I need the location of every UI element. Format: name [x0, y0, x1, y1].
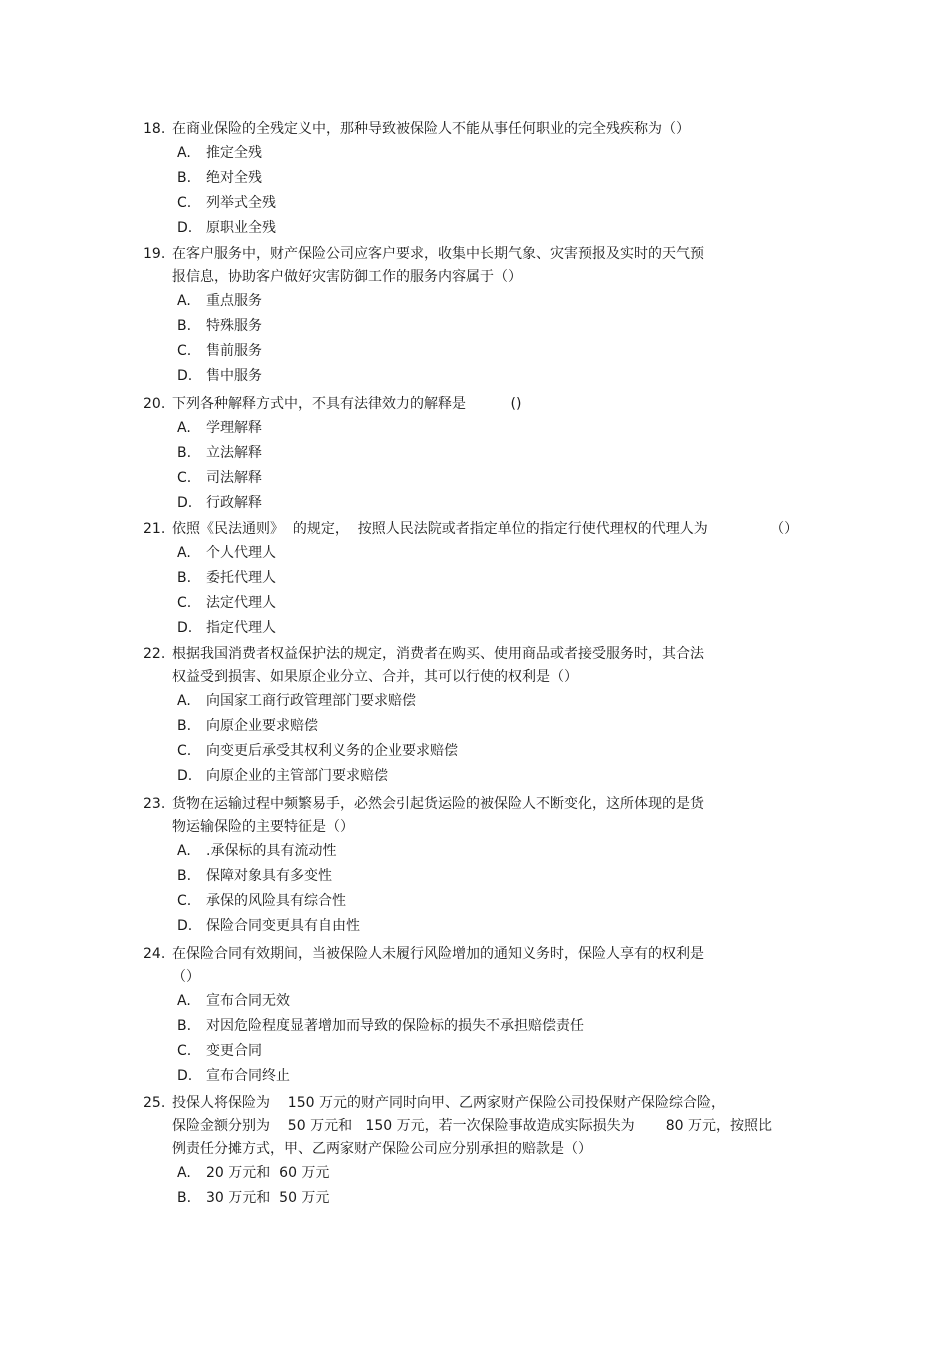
option-letter: A.: [177, 145, 191, 161]
option-text: 特殊服务: [206, 318, 262, 334]
question-text: 投保人将保险为 150 万元的财产同时向甲、乙两家财产保险公司投保财产保险综合险， 保险金额分别为 50 万元和 150 万元，若一次保险事故造成实际损失为 80 万元，按照比 例责任分摊方式，甲、乙两家财产保险公司应分别承担的赔款是（）: [172, 1095, 773, 1157]
option-letter: C.: [177, 343, 192, 359]
question-19: [143, 243, 823, 389]
question-number: 18.: [143, 121, 166, 137]
option-letter: B.: [177, 570, 192, 586]
question-20: [143, 393, 823, 516]
option-b: [177, 864, 823, 889]
option-text: 司法解释: [206, 470, 262, 486]
option-letter: D.: [177, 768, 193, 784]
option-c: [177, 466, 823, 491]
option-letter: A.: [177, 693, 191, 709]
option-d: [177, 364, 823, 389]
option-c: [177, 591, 823, 616]
option-letter: B.: [177, 445, 192, 461]
option-letter: D.: [177, 1068, 193, 1084]
option-text: 宣布合同无效: [206, 993, 290, 1009]
option-a: [177, 289, 823, 314]
option-c: [177, 739, 823, 764]
question-25: [143, 1092, 823, 1211]
question-number: 23.: [143, 796, 166, 812]
option-letter: D.: [177, 495, 193, 511]
option-text: 委托代理人: [206, 570, 276, 586]
option-letter: C.: [177, 195, 192, 211]
question-24: [143, 943, 823, 1089]
option-letter: A.: [177, 1165, 191, 1181]
option-letter: A.: [177, 420, 191, 436]
option-a: [177, 839, 823, 864]
option-text: 变更合同: [206, 1043, 262, 1059]
option-text: 向变更后承受其权利义务的企业要求赔偿: [206, 743, 458, 759]
question-21: [143, 518, 823, 641]
option-text: 售前服务: [206, 343, 262, 359]
option-text: 保险合同变更具有自由性: [206, 918, 360, 934]
question-23: [143, 793, 823, 939]
option-text: 推定全残: [206, 145, 262, 161]
option-a: [177, 141, 823, 166]
option-text: 列举式全残: [206, 195, 276, 211]
option-letter: B.: [177, 718, 192, 734]
question-number: 25.: [143, 1095, 166, 1111]
question-number: 19.: [143, 246, 166, 262]
option-b: [177, 314, 823, 339]
option-text: 30 万元和 50 万元: [206, 1190, 330, 1206]
option-text: 法定代理人: [206, 595, 276, 611]
question-text: 货物在运输过程中频繁易手，必然会引起货运险的被保险人不断变化，这所体现的是货 物运输保险的主要特征是（）: [172, 796, 704, 835]
option-text: 行政解释: [206, 495, 262, 511]
option-letter: C.: [177, 1043, 192, 1059]
option-a: [177, 989, 823, 1014]
option-letter: D.: [177, 918, 193, 934]
question-text: 在商业保险的全残定义中，那种导致被保险人不能从事任何职业的完全残疾称为（）: [172, 121, 690, 137]
option-c: [177, 191, 823, 216]
question-text: 下列各种解释方式中，不具有法律效力的解释是 (): [172, 396, 522, 412]
option-d: [177, 491, 823, 516]
option-letter: D.: [177, 368, 193, 384]
option-text: 立法解释: [206, 445, 262, 461]
question-18: [143, 118, 823, 241]
question-number: 24.: [143, 946, 166, 962]
option-letter: B.: [177, 1018, 192, 1034]
option-b: [177, 166, 823, 191]
question-text: 在保险合同有效期间，当被保险人未履行风险增加的通知义务时，保险人享有的权利是 （）: [172, 946, 704, 985]
option-c: [177, 339, 823, 364]
option-text: 指定代理人: [206, 620, 276, 636]
option-text: 保障对象具有多变性: [206, 868, 332, 884]
option-text: 重点服务: [206, 293, 262, 309]
question-text: 在客户服务中，财产保险公司应客户要求，收集中长期气象、灾害预报及实时的天气预 报信息，协助客户做好灾害防御工作的服务内容属于（）: [172, 246, 704, 285]
option-letter: B.: [177, 170, 192, 186]
option-a: [177, 689, 823, 714]
option-letter: B.: [177, 1190, 192, 1206]
option-letter: C.: [177, 595, 192, 611]
option-b: [177, 1186, 823, 1211]
option-a: [177, 541, 823, 566]
option-d: [177, 914, 823, 939]
option-text: 承保的风险具有综合性: [206, 893, 346, 909]
question-text: 依照《民法通则》 的规定， 按照人民法院或者指定单位的指定行使代理权的代理人为 （）: [172, 521, 799, 537]
option-letter: B.: [177, 868, 192, 884]
option-d: [177, 1064, 823, 1089]
option-text: 宣布合同终止: [206, 1068, 290, 1084]
option-letter: C.: [177, 743, 192, 759]
option-a: [177, 416, 823, 441]
option-letter: A.: [177, 843, 191, 859]
option-text: 20 万元和 60 万元: [206, 1165, 330, 1181]
option-d: [177, 764, 823, 789]
option-letter: A.: [177, 993, 191, 1009]
option-c: [177, 889, 823, 914]
question-22: [143, 643, 823, 789]
question-text: 根据我国消费者权益保护法的规定，消费者在购买、使用商品或者接受服务时，其合法 权益受到损害、如果原企业分立、合并，其可以行使的权利是（）: [172, 646, 704, 685]
option-text: .承保标的具有流动性: [206, 843, 337, 859]
option-text: 学理解释: [206, 420, 262, 436]
option-text: 对因危险程度显著增加而导致的保险标的损失不承担赔偿责任: [206, 1018, 584, 1034]
option-letter: A.: [177, 545, 191, 561]
option-letter: D.: [177, 220, 193, 236]
option-d: [177, 616, 823, 641]
option-text: 绝对全残: [206, 170, 262, 186]
option-text: 向国家工商行政管理部门要求赔偿: [206, 693, 416, 709]
option-d: [177, 216, 823, 241]
option-b: [177, 566, 823, 591]
option-text: 原职业全残: [206, 220, 276, 236]
option-a: [177, 1161, 823, 1186]
option-text: 个人代理人: [206, 545, 276, 561]
question-number: 21.: [143, 521, 166, 537]
option-text: 向原企业的主管部门要求赔偿: [206, 768, 388, 784]
option-b: [177, 714, 823, 739]
option-letter: D.: [177, 620, 193, 636]
option-b: [177, 1014, 823, 1039]
option-letter: A.: [177, 293, 191, 309]
option-text: 售中服务: [206, 368, 262, 384]
option-text: 向原企业要求赔偿: [206, 718, 318, 734]
option-letter: C.: [177, 893, 192, 909]
option-b: [177, 441, 823, 466]
question-number: 22.: [143, 646, 166, 662]
option-c: [177, 1039, 823, 1064]
option-letter: C.: [177, 470, 192, 486]
question-number: 20.: [143, 396, 166, 412]
option-letter: B.: [177, 318, 192, 334]
